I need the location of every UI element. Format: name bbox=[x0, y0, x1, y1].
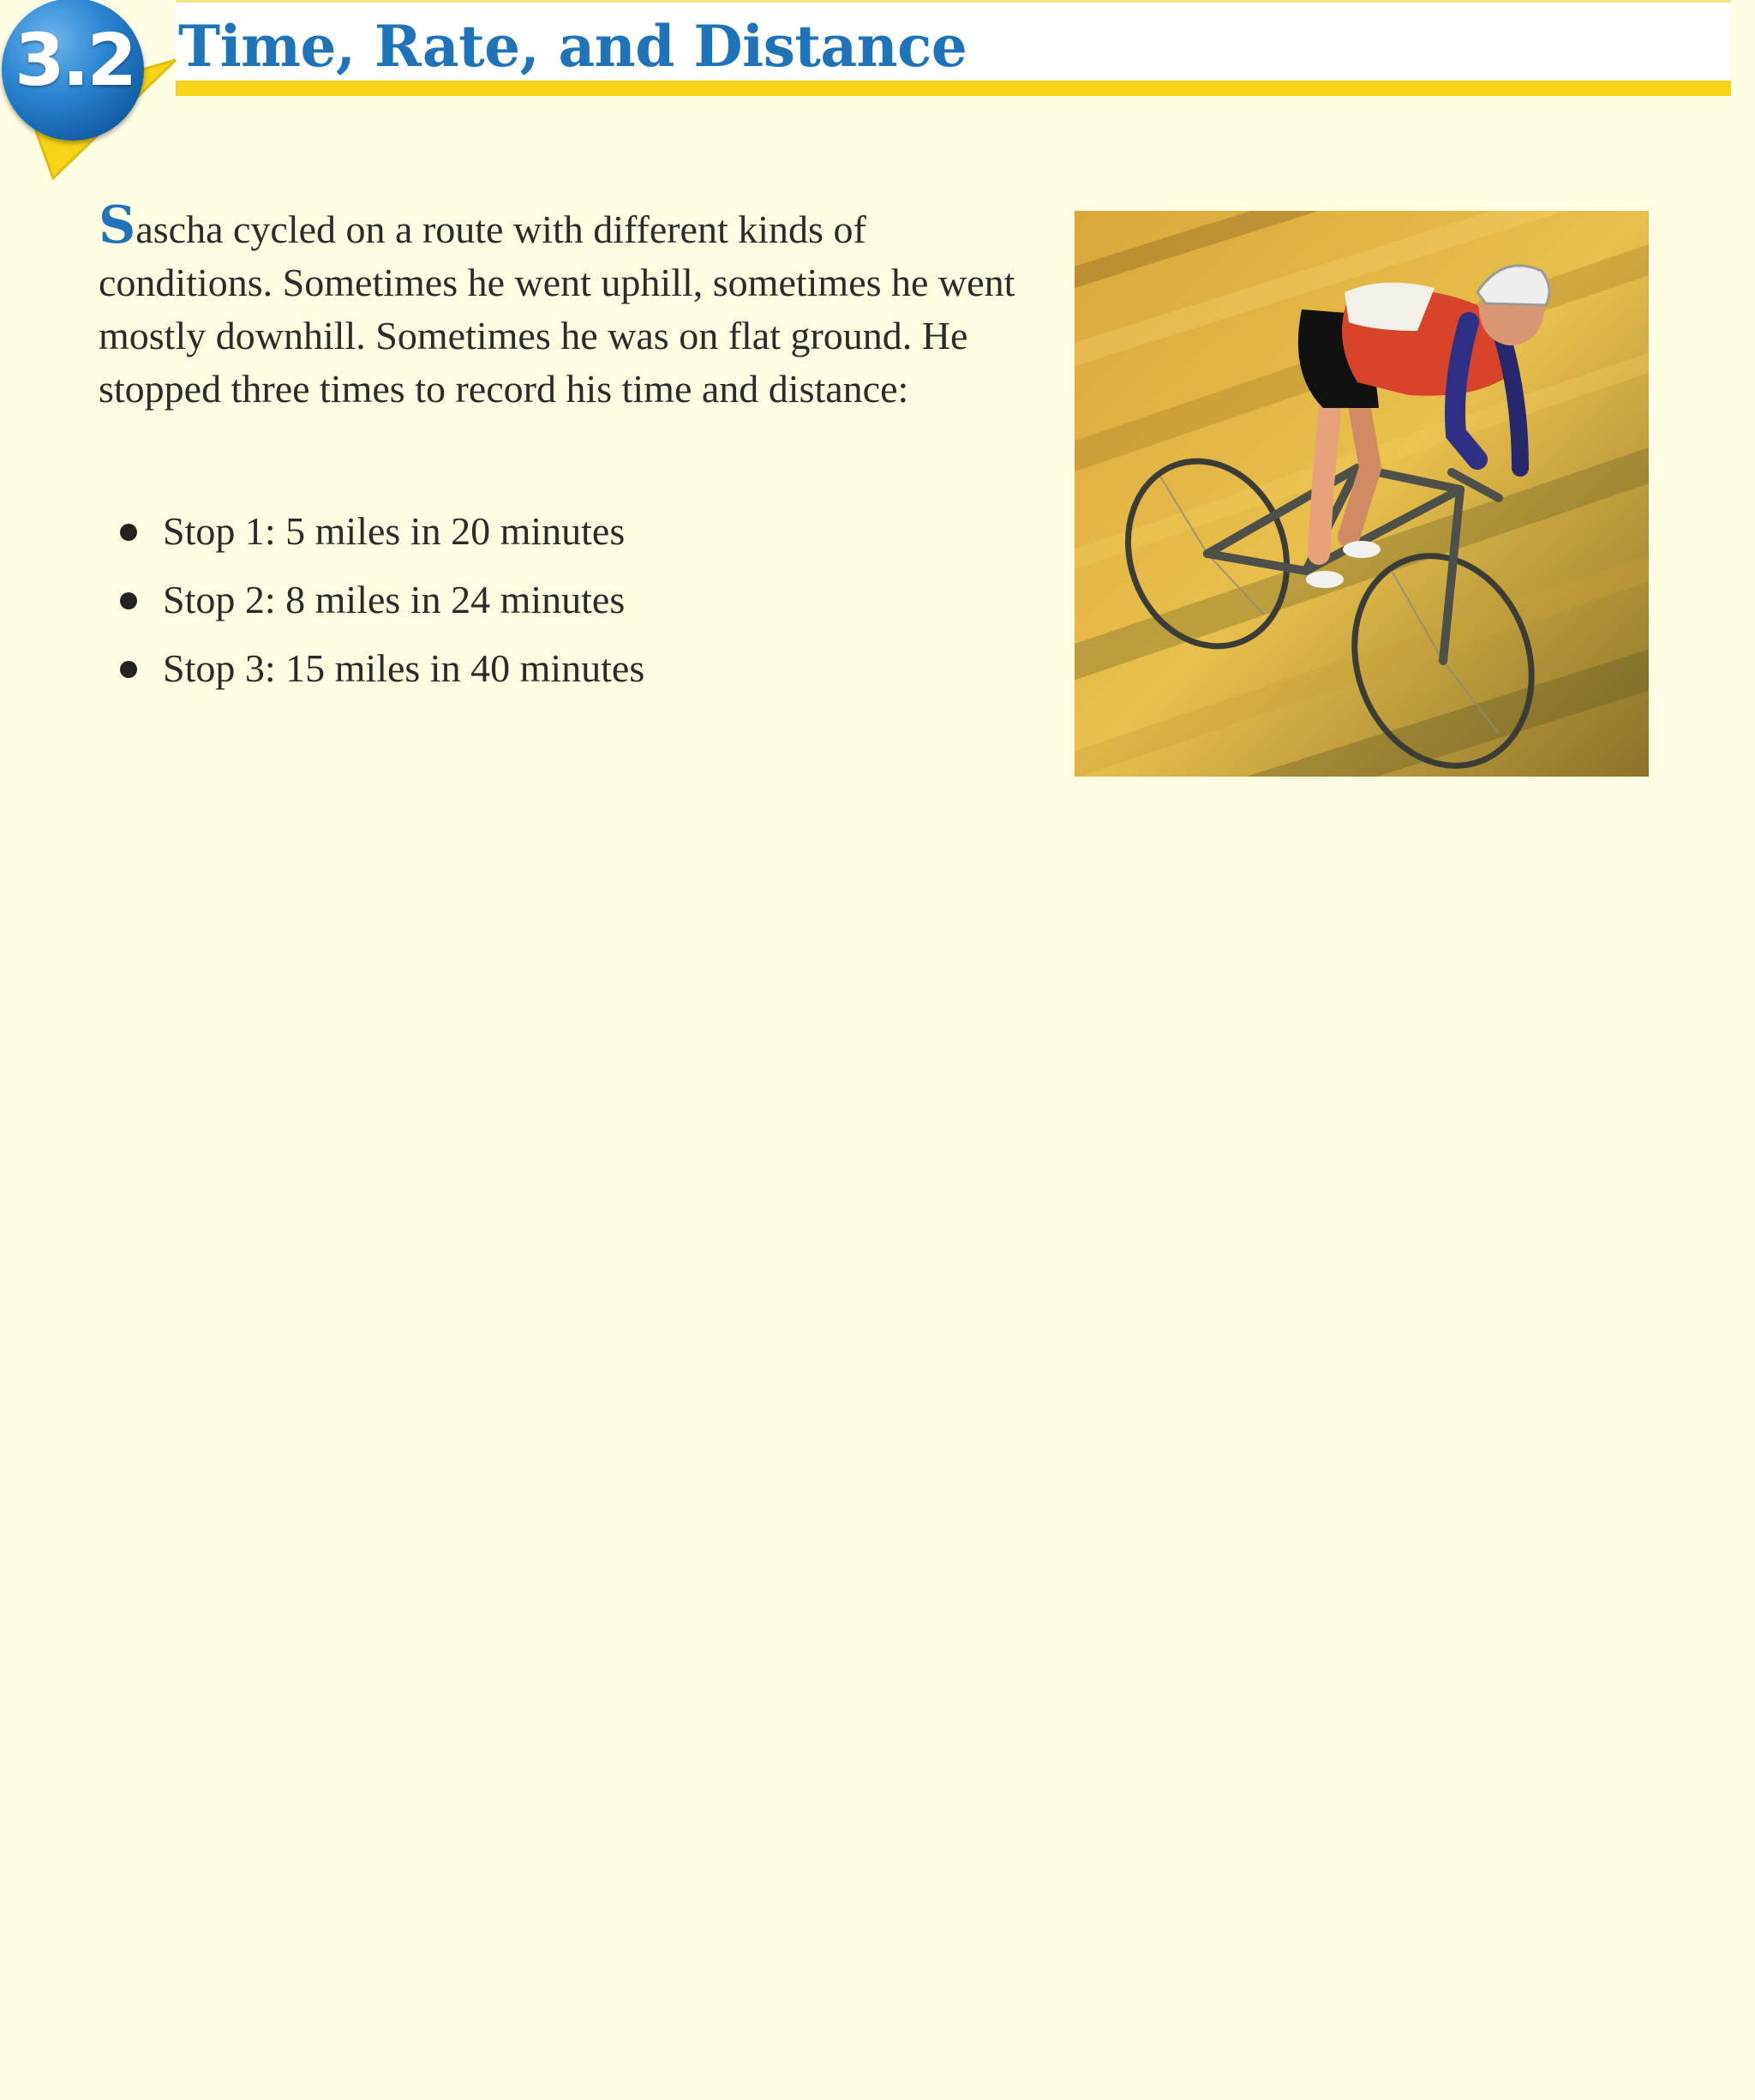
bullet-icon bbox=[120, 592, 137, 609]
bullet-icon bbox=[120, 661, 137, 678]
intro-text: ascha cycled on a route with different kinds of conditions. Sometimes he went uphill, sometimes he went mostly downhill. Sometimes he was on flat ground. He stopped three times to record his time and distance: bbox=[99, 207, 1015, 411]
stop-text: Stop 2: 8 miles in 24 minutes bbox=[163, 578, 626, 621]
bullet-icon bbox=[120, 524, 137, 541]
stops-list bbox=[120, 497, 644, 703]
list-item bbox=[120, 634, 644, 703]
list-item bbox=[120, 566, 644, 634]
section-number-badge bbox=[2, 0, 144, 141]
stop-text: Stop 1: 5 miles in 20 minutes bbox=[163, 509, 626, 553]
section-header bbox=[0, 0, 1755, 189]
list-item bbox=[120, 497, 644, 566]
section-number: 3.2 bbox=[15, 18, 135, 102]
cyclist-photo bbox=[1075, 211, 1649, 777]
drop-cap: S bbox=[99, 195, 136, 255]
cyclist-illustration bbox=[1075, 211, 1649, 777]
section-title: Time, Rate, and Distance bbox=[178, 13, 967, 80]
stop-text: Stop 3: 15 miles in 40 minutes bbox=[163, 646, 645, 690]
intro-paragraph bbox=[99, 195, 1020, 416]
